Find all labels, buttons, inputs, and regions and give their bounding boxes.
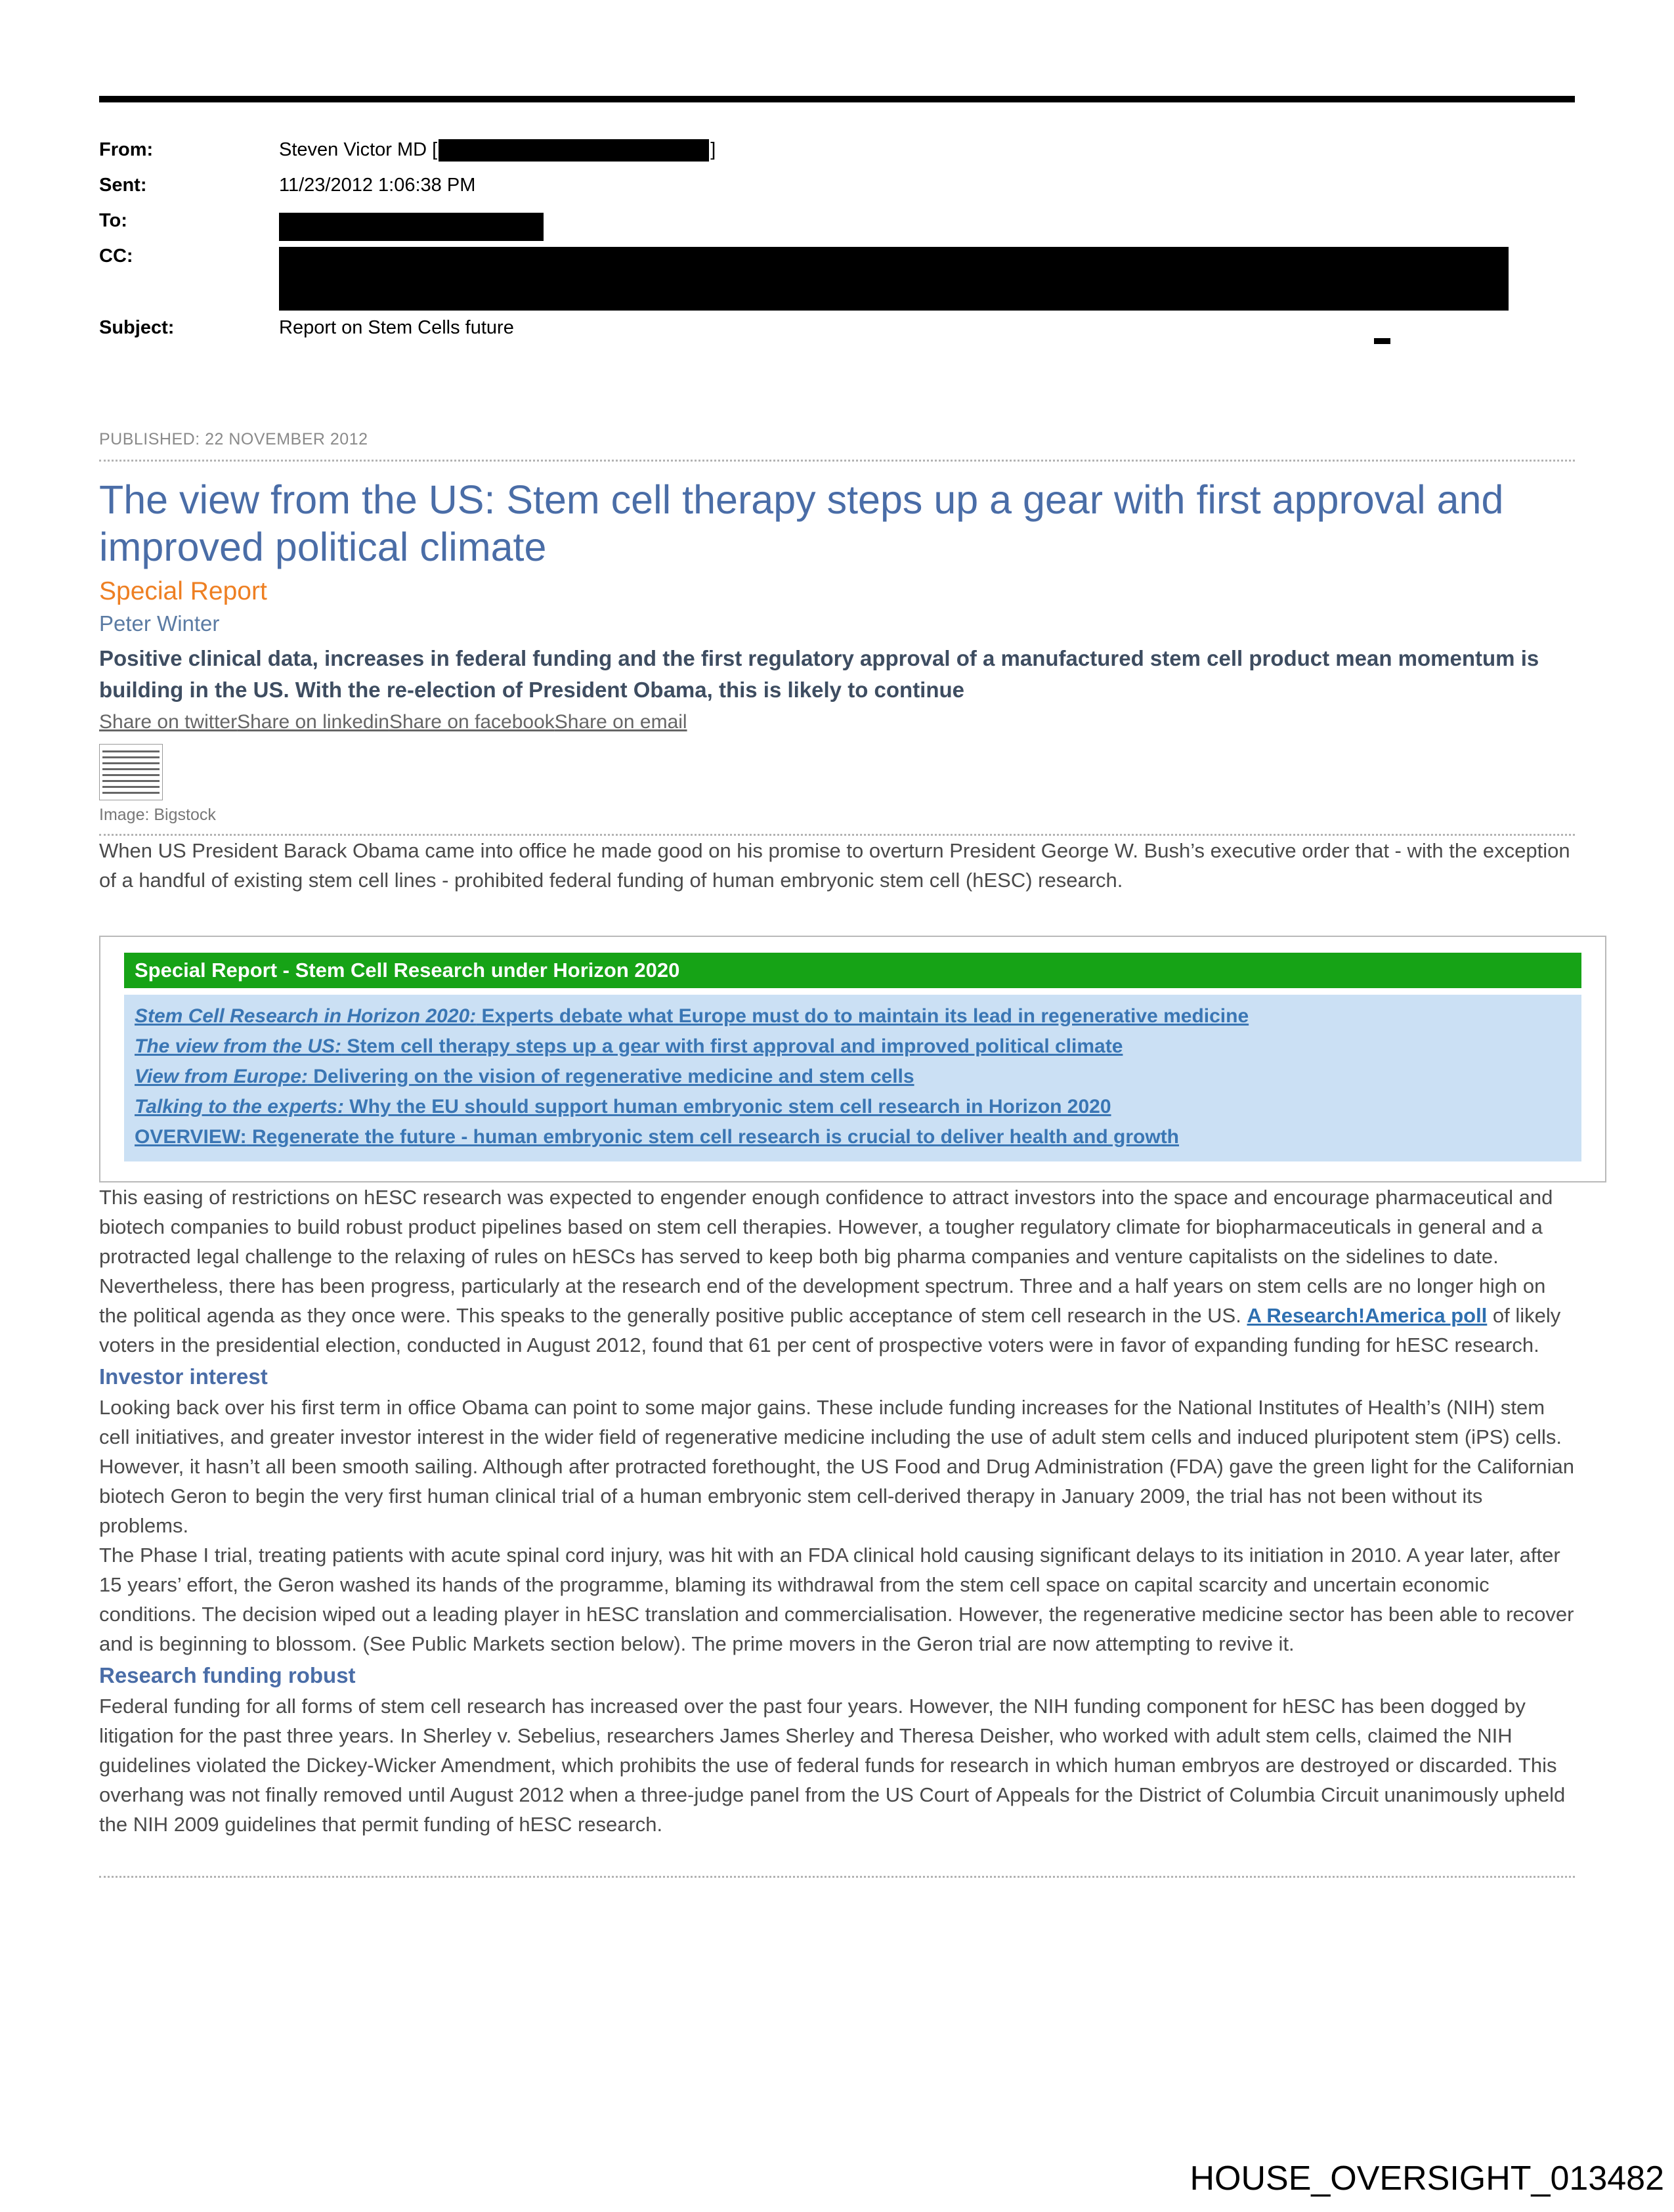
paragraph-looking-back: Looking back over his first term in office Obama can point to some major gains. These include funding increases for the National Institutes of Health’s (NIH) stem cell initiatives, and greater investor interest in the wider field of regenerative medicine including the use of adult stem cells and induced pluripotent stem (iPS) cells. (99, 1396, 1562, 1448)
special-report-link-item (135, 1122, 1571, 1152)
sent-label: Sent: (99, 175, 147, 196)
heading-research-funding-robust: Research funding robust (99, 1663, 356, 1687)
article-body (99, 836, 1575, 1839)
share-links-row (99, 711, 1575, 733)
subject-value: Report on Stem Cells future (279, 317, 514, 338)
paragraph-easing-restrictions: This easing of restrictions on hESC research was expected to engender enough confidence to attract investors into the space and encourage pharmaceutical and biotech companies to build robust product pipelines based on stem cell therapies. However, a tougher regulatory climate for biopharmaceuticals in general and a protracted legal challenge to the relaxing of rules on hESCs has served to keep both big pharma companies and venture capitalists on the sidelines to date. (99, 1186, 1553, 1268)
dotted-divider-top (99, 460, 1575, 462)
to-value (279, 210, 544, 241)
article-standfirst: Positive clinical data, increases in federal funding and the first regulatory approval of a manufactured stem cell product mean momentum is building in the US. With the re-election of President Obama, this is likely to continue (99, 646, 1539, 702)
article-thumbnail-image (99, 744, 163, 800)
cc-redaction-box (279, 247, 1509, 311)
published-date: PUBLISHED: 22 NOVEMBER 2012 (99, 430, 368, 448)
from-redaction-box (439, 139, 709, 162)
share-twitter-link[interactable]: Share on twitter (99, 711, 238, 733)
paragraph-progress: Nevertheless, there has been progress, particularly at the research end of the development spectrum. Three and a half years on stem cells are no longer high on the political agenda as they once were. This speaks to the generally positive public acceptance of stem cell research in the US. A Research!America poll of likely voters in the presidential election, conducted in August 2012, found that 61 per cent of prospective voters were in favor of expanding funding for hESC research. (99, 1274, 1561, 1356)
share-facebook-link[interactable]: Share on facebook (389, 711, 555, 733)
overview-regenerate-link[interactable]: OVERVIEW: Regenerate the future - human embryonic stem cell research is crucial to deliver health and growth (135, 1126, 1180, 1148)
share-linkedin-link[interactable]: Share on linkedin (237, 711, 389, 733)
from-value (279, 139, 716, 162)
top-divider-rule (99, 96, 1575, 102)
from-close-bracket: ] (710, 139, 716, 160)
email-sent-row (99, 175, 1575, 210)
special-report-kicker: Special Report (99, 577, 267, 605)
subject-label: Subject: (99, 317, 175, 338)
article-title: The view from the US: Stem cell therapy steps up a gear with first approval and improved political climate (99, 477, 1504, 569)
author-byline: Peter Winter (99, 611, 220, 636)
from-sender-name: Steven Victor MD [ (279, 139, 438, 160)
redaction-dash-mark (1374, 338, 1390, 344)
share-email-link[interactable]: Share on email (554, 711, 687, 733)
special-report-links-list (124, 995, 1581, 1161)
sent-value: 11/23/2012 1:06:38 PM (279, 175, 476, 196)
paragraph-however-smooth-sailing: However, it hasn’t all been smooth sailing. Although after protracted forethought, the US Food and Drug Administration (FDA) gave the green light for the Californian biotech Geron to begin the very first human clinical trial of a human embryonic stem cell-derived therapy in January 2009, the trial has not been without its problems. (99, 1455, 1575, 1537)
special-report-box (99, 936, 1606, 1182)
research-america-poll-link[interactable]: A Research!America poll (1247, 1304, 1488, 1327)
special-report-box-header: Special Report - Stem Cell Research under Horizon 2020 (124, 953, 1581, 988)
from-label: From: (99, 139, 154, 160)
email-header (99, 139, 1575, 353)
special-report-link-item (135, 1062, 1571, 1092)
horizon-2020-debate-link[interactable]: Stem Cell Research in Horizon 2020: Experts debate what Europe must do to maintain its lead in regenerative medicine (135, 1005, 1249, 1027)
email-to-row (99, 210, 1575, 246)
special-report-link-item (135, 1031, 1571, 1062)
dotted-divider-bottom (99, 1876, 1575, 1878)
view-from-europe-link[interactable]: View from Europe: Delivering on the vision of regenerative medicine and stem cells (135, 1066, 914, 1087)
to-label: To: (99, 210, 127, 231)
image-credit-caption: Image: Bigstock (99, 806, 216, 824)
email-subject-row (99, 317, 1575, 353)
paragraph-phase-i-trial: The Phase I trial, treating patients with acute spinal cord injury, was hit with an FDA clinical hold causing significant delays to its initiation in 2010. A year later, after 15 years’ effort, the Geron washed its hands of the programme, blaming its withdrawal from the stem cell space on capital scarcity and uncertain economic conditions. The decision wiped out a leading player in hESC translation and commercialisation. However, the regenerative medicine sector has been able to recover and is beginning to blossom. (See Public Markets section below). The prime movers in the Geron trial are now attempting to revive it. (99, 1544, 1574, 1655)
talking-to-experts-link[interactable]: Talking to the experts: Why the EU should support human embryonic stem cell research in Horizon 2020 (135, 1096, 1111, 1117)
to-redaction-box (279, 213, 544, 241)
cc-value (279, 246, 1509, 311)
bates-number: HOUSE_OVERSIGHT_013482 (1190, 2159, 1664, 2198)
email-from-row (99, 139, 1575, 175)
intro-paragraph: When US President Barack Obama came into office he made good on his promise to overturn President George W. Bush’s executive order that - with the exception of a handful of existing stem cell lines - prohibited federal funding of human embryonic stem cell (hESC) research. (99, 839, 1570, 892)
heading-investor-interest: Investor interest (99, 1364, 268, 1389)
email-cc-row (99, 246, 1575, 311)
view-from-us-link[interactable]: The view from the US: Stem cell therapy steps up a gear with first approval and improved political climate (135, 1035, 1123, 1057)
special-report-link-item (135, 1092, 1571, 1122)
paragraph-federal-funding: Federal funding for all forms of stem cell research has increased over the past four years. However, the NIH funding component for hESC has been dogged by litigation for the past three years. In Sherley v. Sebelius, researchers James Sherley and Theresa Deisher, who worked with adult stem cells, claimed the NIH guidelines violated the Dickey-Wicker Amendment, which prohibits the use of federal funds for research in which human embryos are destroyed or discarded. This overhang was not finally removed until August 2012 when a three-judge panel from the US Court of Appeals for the District of Columbia Circuit unanimously upheld the NIH 2009 guidelines that permit funding of hESC research. (99, 1695, 1566, 1836)
cc-label: CC: (99, 246, 133, 267)
special-report-link-item (135, 1001, 1571, 1031)
